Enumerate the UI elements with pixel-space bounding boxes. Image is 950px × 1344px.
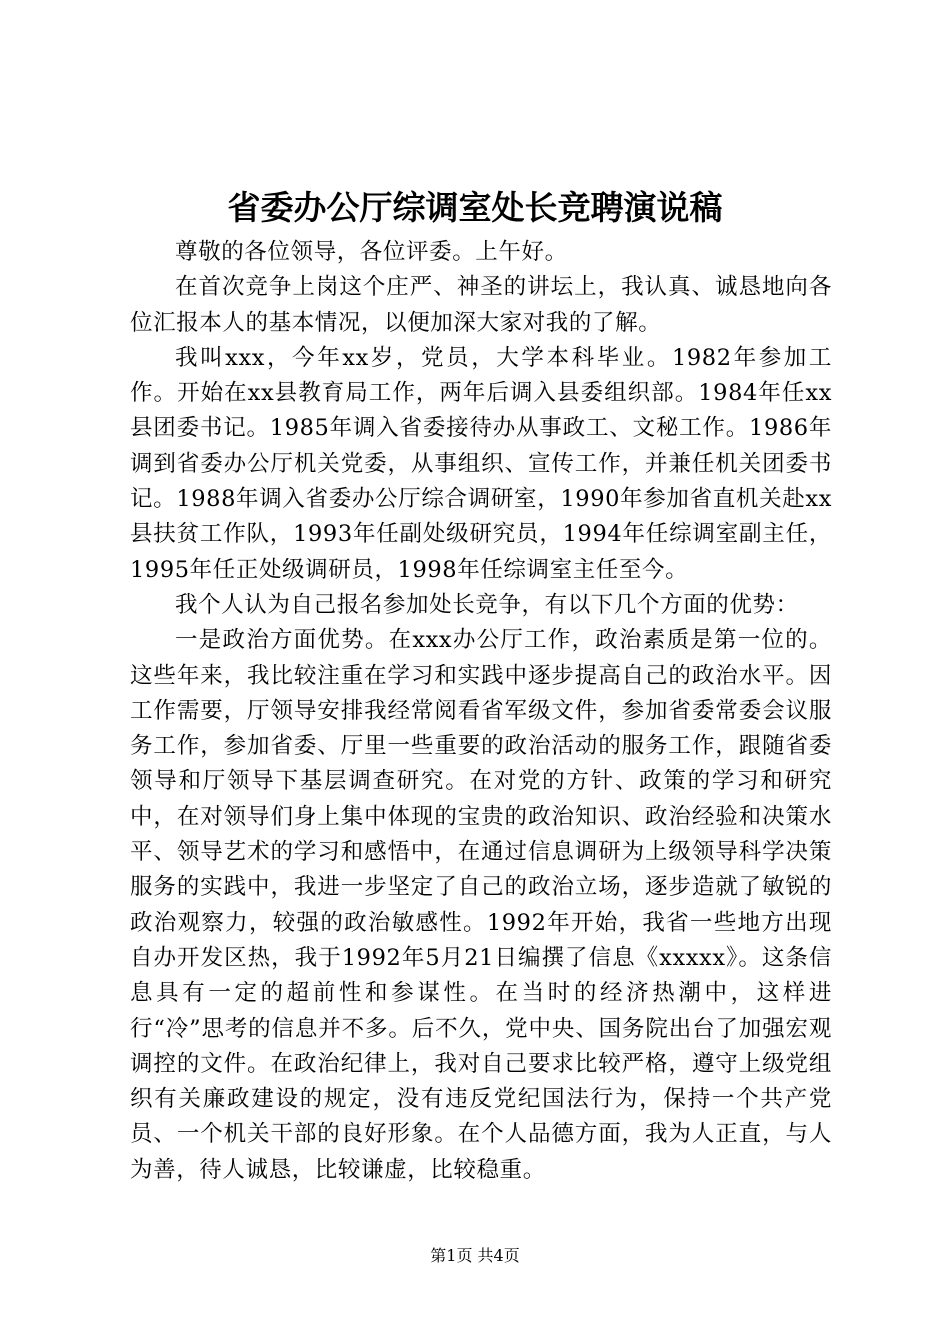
- paragraph-advantages-intro: 我个人认为自己报名参加处长竞争，有以下几个方面的优势：: [175, 591, 799, 618]
- paragraph-greeting: 尊敬的各位领导，各位评委。上午好。: [175, 239, 568, 265]
- document-body: [130, 235, 832, 1188]
- paragraph-political-advantage: 一是政治方面优势。在xxx办公厅工作，政治素质是第一位的。这些年来，我比较注重在学习和实践中逐步提高自己的政治水平。因工作需要，厅领导安排我经常阅看省军级文件，参加省委常委会议服务工作，参加省委、厅里一些重要的政治活动的服务工作，跟随省委领导和厅领导下基层调查研究。在对党的方针、政策的学习和研究中，在对领导们身上集中体现的宝贵的政治知识、政治经验和决策水平、领导艺术的学习和感悟中，在通过信息调研为上级领导科学决策服务的实践中，我进一步坚定了自己的政治立场，逐步造就了敏锐的政治观察力，较强的政治敏感性。1992年开始，我省一些地方出现自办开发区热，我于1992年5月21日编撰了信息《xxxxx》。这条信息具有一定的超前性和参谋性。在当时的经济热潮中，这样进行“冷”思考的信息并不多。后不久，党中央、国务院出台了加强宏观调控的文件。在政治纪律上，我对自己要求比较严格，遵守上级党组织有关廉政建设的规定，没有违反党纪国法行为，保持一个共产党员、一个机关干部的良好形象。在个人品德方面，我为人正直，与人为善，待人诚恳，比较谦虚，比较稳重。: [130, 627, 832, 1183]
- page-number-footer: 第1页 共4页: [430, 1246, 520, 1265]
- document-title: 省委办公厅综调室处长竞聘演说稿: [227, 188, 723, 227]
- paragraph-introduction: 在首次竞争上岗这个庄严、神圣的讲坛上，我认真、诚恳地向各位汇报本人的基本情况，以便加深大家对我的了解。: [130, 274, 832, 336]
- paragraph-background: 我叫xxx，今年xx岁，党员，大学本科毕业。1982年参加工作。开始在xx县教育局工作，两年后调入县委组织部。1984年任xx县团委书记。1985年调入省委接待办从事政工、文秘工作。1986年调到省委办公厅机关党委，从事组织、宣传工作，并兼任机关团委书记。1988年调入省委办公厅综合调研室，1990年参加省直机关赴xx县扶贫工作队，1993年任副处级研究员，1994年任综调室副主任，1995年任正处级调研员，1998年任综调室主任至今。: [130, 344, 832, 583]
